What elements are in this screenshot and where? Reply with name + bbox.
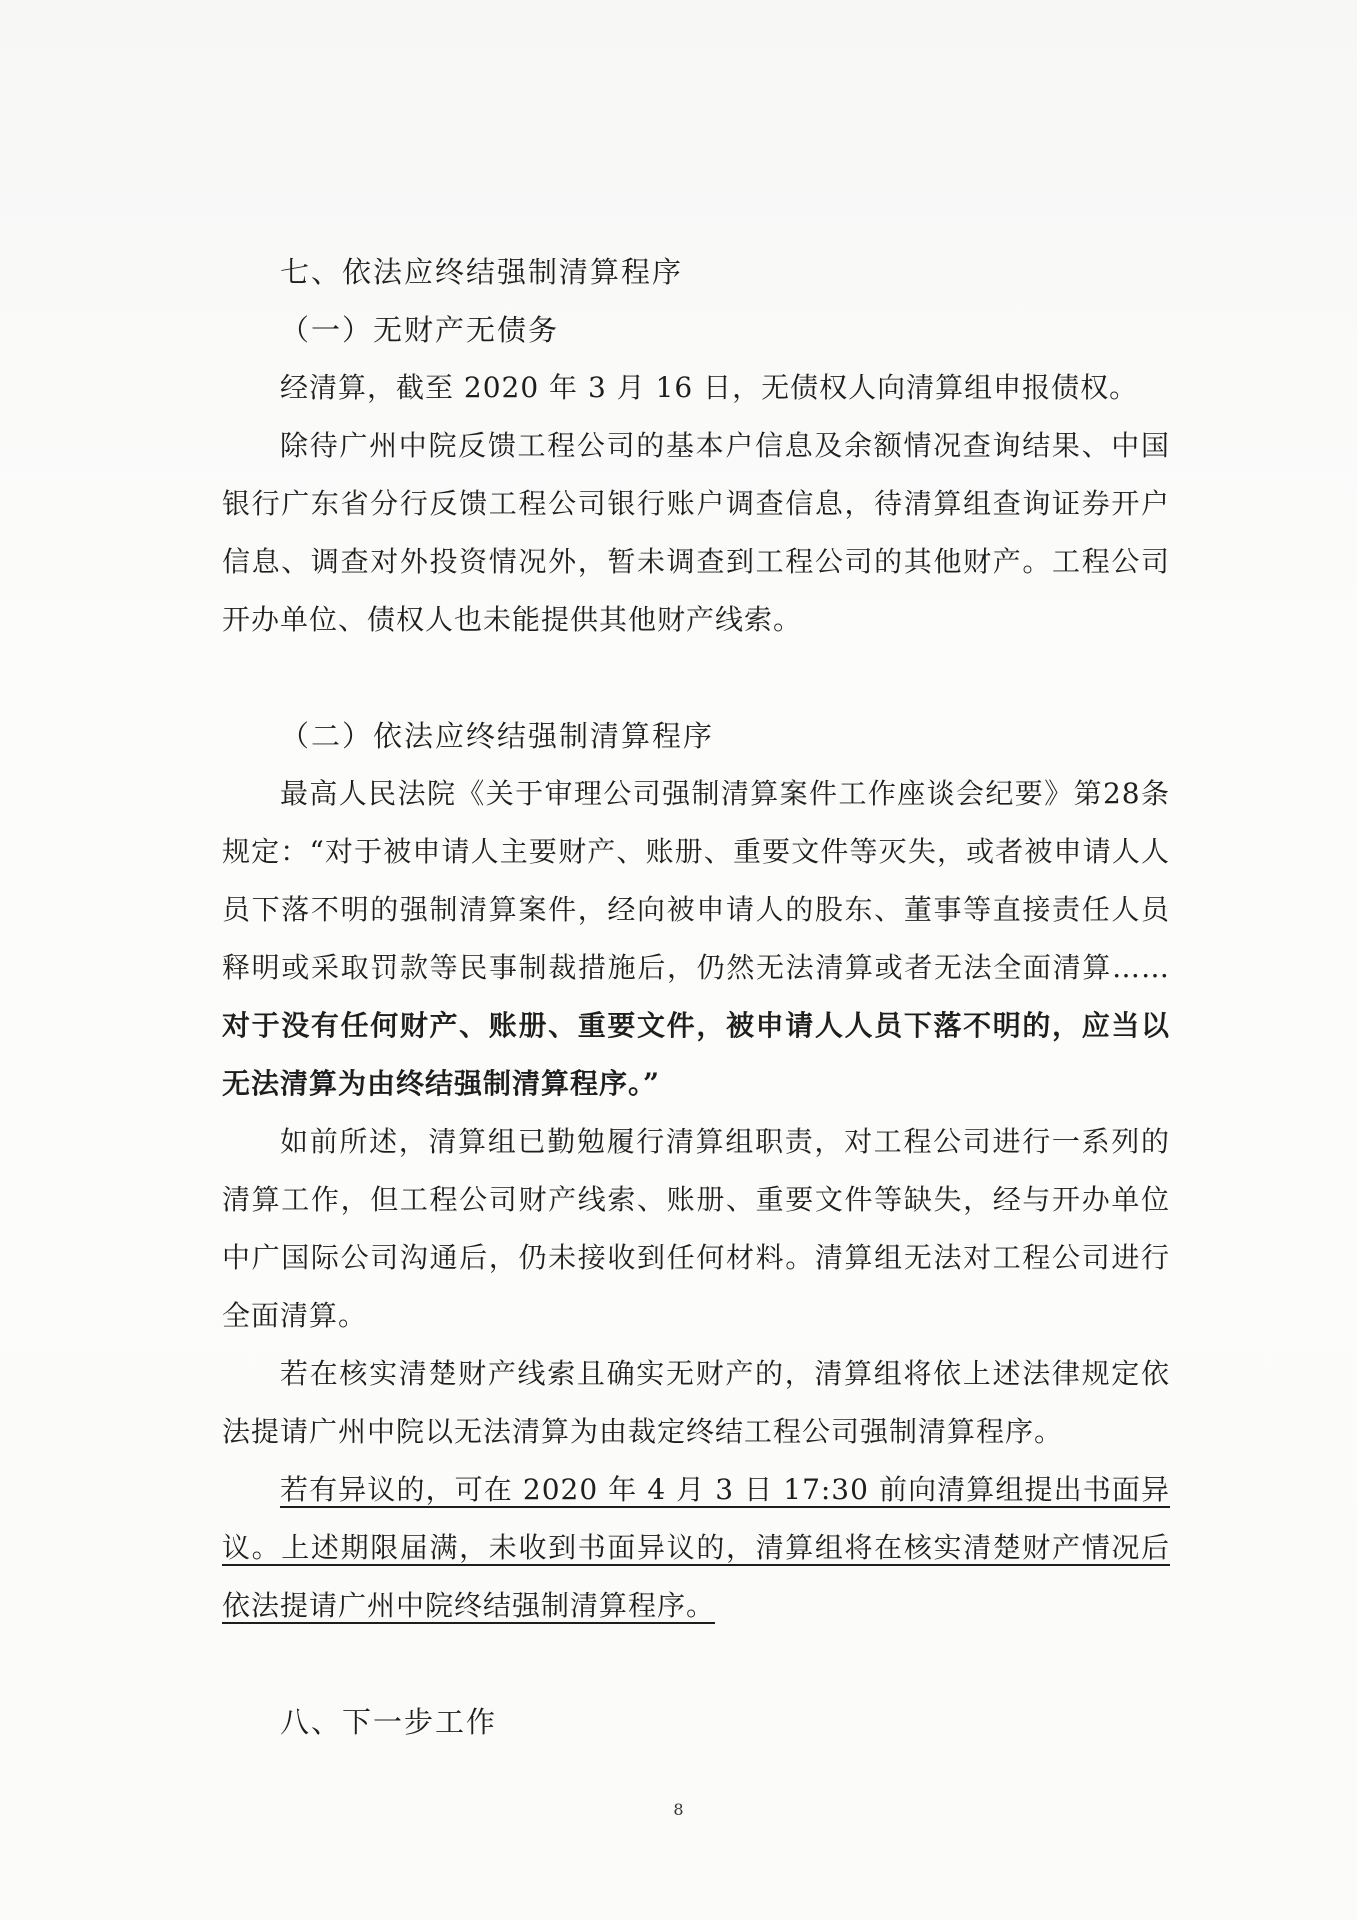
paragraph-3 xyxy=(222,765,1170,1113)
paragraph-3-quote: 最高人民法院《关于审理公司强制清算案件工作座谈会纪要》第28条规定：“对于被申请人主要财产、账册、重要文件等灭失，或者被申请人人员下落不明的强制清算案件，经向被申请人的股东、董事等直接责任人员释明或采取罚款等民事制裁措施后，仍然无法清算或者无法全面清算…… xyxy=(222,777,1170,984)
document-body xyxy=(222,243,1170,1751)
subsection-heading-1: （一）无财产无债务 xyxy=(280,313,560,347)
paragraph-6-text: 若有异议的，可在 2020 年 4 月 3 日 17:30 前向清算组提出书面异议。上述期限届满，未收到书面异议的，清算组将在核实清楚财产情况后依法提请广州中院终结强制清算程序。 xyxy=(222,1473,1170,1622)
paragraph-3-quote-end: ” xyxy=(643,1067,661,1100)
paragraph-6-objection-notice xyxy=(222,1461,1170,1635)
section-heading-7: 七、依法应终结强制清算程序 xyxy=(280,255,684,289)
paragraph-2: 除待广州中院反馈工程公司的基本户信息及余额情况查询结果、中国银行广东省分行反馈工程公司银行账户调查信息，待清算组查询证券开户信息、调查对外投资情况外，暂未调查到工程公司的其他财产。工程公司开办单位、债权人也未能提供其他财产线索。 xyxy=(222,429,1170,636)
paragraph-3-bold-quote: 对于没有任何财产、账册、重要文件，被申请人人员下落不明的，应当以无法清算为由终结强制清算程序。 xyxy=(222,1009,1170,1100)
paragraph-4: 如前所述，清算组已勤勉履行清算组职责，对工程公司进行一系列的清算工作，但工程公司财产线索、账册、重要文件等缺失，经与开办单位中广国际公司沟通后，仍未接收到任何材料。清算组无法对工程公司进行全面清算。 xyxy=(222,1125,1170,1332)
paragraph-5: 若在核实清楚财产线索且确实无财产的，清算组将依上述法律规定依法提请广州中院以无法清算为由裁定终结工程公司强制清算程序。 xyxy=(222,1357,1170,1448)
subsection-heading-2: （二）依法应终结强制清算程序 xyxy=(280,719,715,753)
paragraph-1: 经清算，截至 2020 年 3 月 16 日，无债权人向清算组申报债权。 xyxy=(280,371,1139,404)
blank-line xyxy=(222,1635,1170,1693)
blank-line xyxy=(222,649,1170,707)
section-heading-8: 八、下一步工作 xyxy=(280,1705,498,1739)
page-number: 8 xyxy=(673,1800,684,1819)
